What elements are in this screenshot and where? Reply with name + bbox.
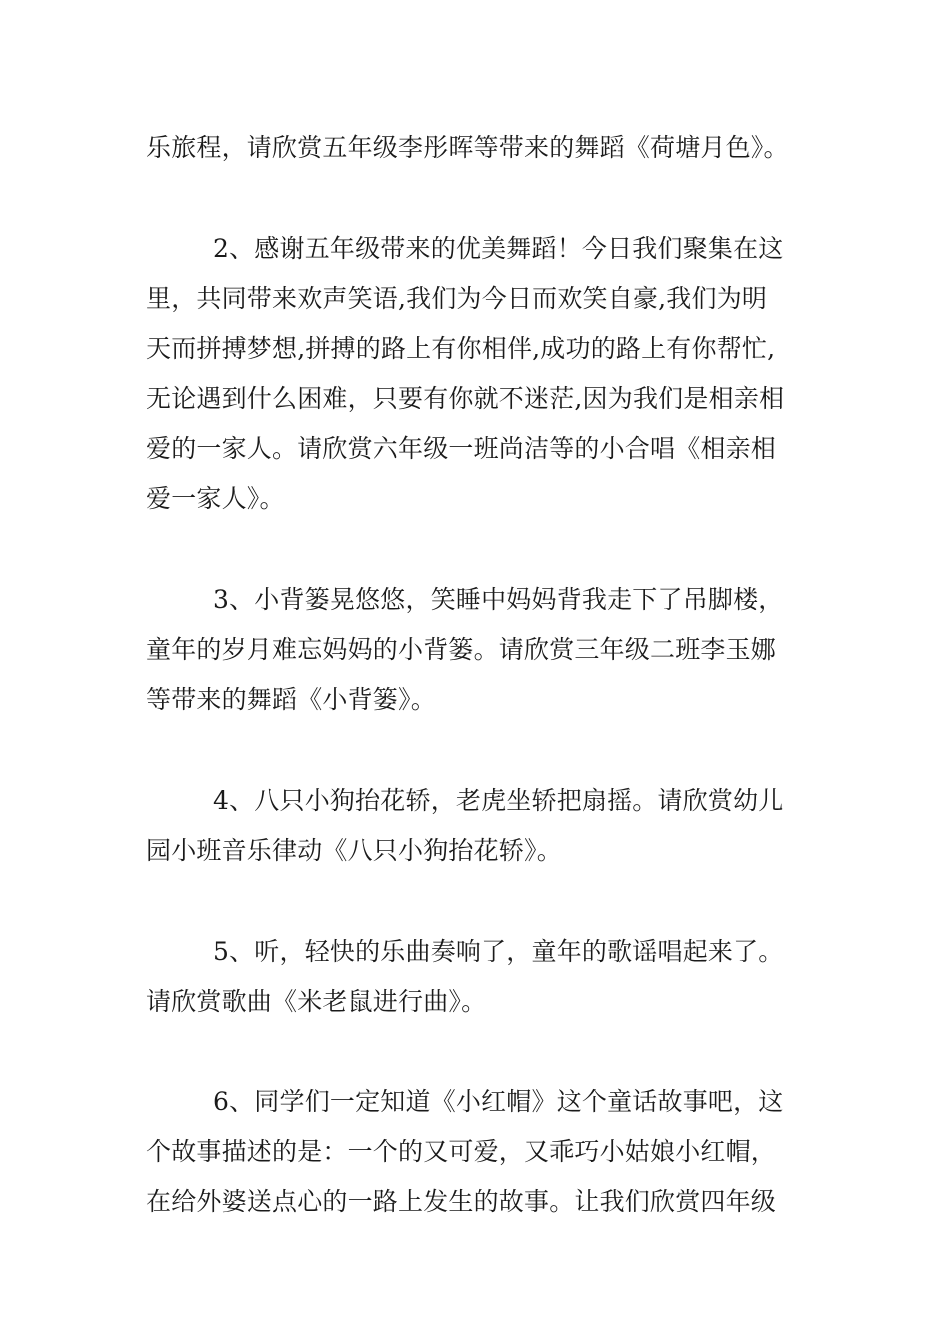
text-line: 爱一家人》。: [146, 484, 285, 513]
text-line: 天而拼搏梦想,拼搏的路上有你相伴,成功的路上有你帮忙,: [146, 334, 776, 363]
text-line: 等带来的舞蹈《小背篓》。: [146, 685, 436, 714]
text-line: 园小班音乐律动《八只小狗抬花轿》。: [146, 836, 562, 865]
text-line: 4、八只小狗抬花轿，老虎坐轿把扇摇。请欣赏幼儿: [213, 786, 784, 815]
text-line: 个故事描述的是：一个的又可爱，又乖巧小姑娘小红帽，: [146, 1137, 777, 1166]
text-line: 爱的一家人。请欣赏六年级一班尚洁等的小合唱《相亲相: [146, 434, 777, 463]
text-line: 无论遇到什么困难，只要有你就不迷茫,因为我们是相亲相: [146, 384, 785, 413]
text-line: 5、听，轻快的乐曲奏响了，童年的歌谣唱起来了。: [213, 937, 784, 966]
text-line: 6、同学们一定知道《小红帽》这个童话故事吧，这: [213, 1087, 784, 1116]
text-line: 童年的岁月难忘妈妈的小背篓。请欣赏三年级二班李玉娜: [146, 635, 777, 664]
text-line: 请欣赏歌曲《米老鼠进行曲》。: [146, 987, 487, 1016]
text-line: 在给外婆送点心的一路上发生的故事。让我们欣赏四年级: [146, 1187, 777, 1216]
text-line: 里，共同带来欢声笑语,我们为今日而欢笑自豪,我们为明: [146, 284, 768, 313]
text-line: 2、感谢五年级带来的优美舞蹈！今日我们聚集在这: [213, 234, 784, 263]
text-line: 3、小背篓晃悠悠，笑睡中妈妈背我走下了吊脚楼，: [213, 585, 784, 614]
text-line: 乐旅程，请欣赏五年级李彤晖等带来的舞蹈《荷塘月色》。: [146, 133, 789, 162]
